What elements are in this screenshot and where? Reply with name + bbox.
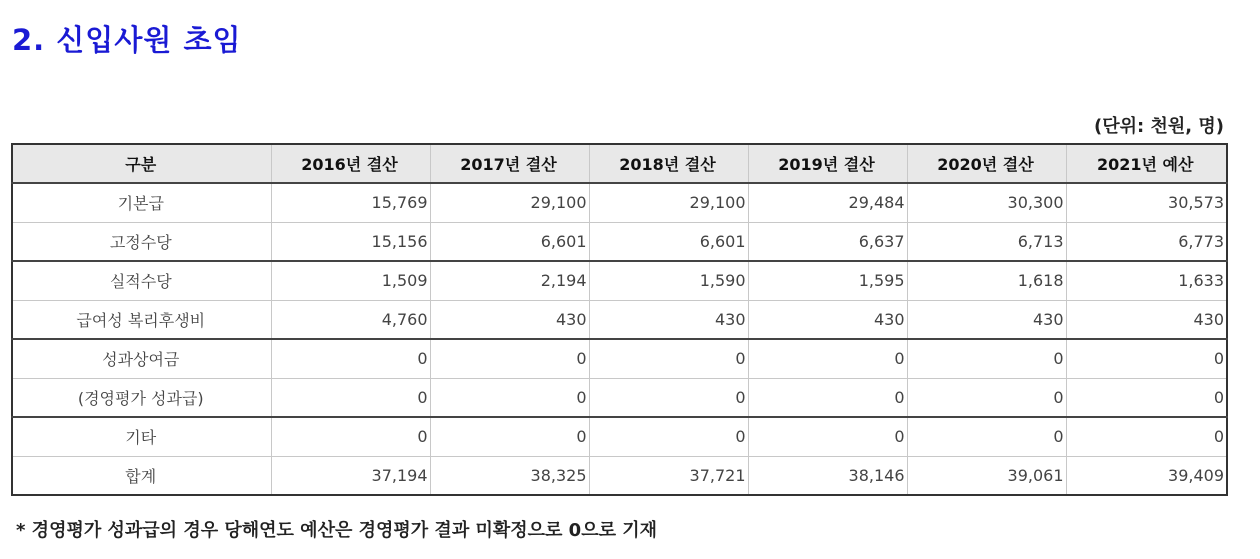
cell-value: 0 [1066,378,1227,417]
cell-value: 15,156 [271,222,430,261]
cell-value: 0 [589,339,748,378]
cell-value: 37,194 [271,456,430,495]
cell-value: 0 [430,378,589,417]
header-2017: 2017년 결산 [430,144,589,183]
cell-value: 15,769 [271,183,430,222]
cell-value: 0 [1066,417,1227,456]
cell-value: 30,573 [1066,183,1227,222]
header-2016: 2016년 결산 [271,144,430,183]
cell-value: 38,325 [430,456,589,495]
cell-value: 0 [430,417,589,456]
row-label: 고정수당 [12,222,271,261]
cell-value: 6,601 [430,222,589,261]
cell-value: 430 [589,300,748,339]
cell-value: 1,590 [589,261,748,300]
cell-value: 1,618 [907,261,1066,300]
footnote: * 경영평가 성과급의 경우 당해연도 예산은 경영평가 결과 미확정으로 0으로 기재 [16,520,658,541]
cell-value: 0 [589,417,748,456]
cell-value: 0 [907,339,1066,378]
row-label: 기타 [12,417,271,456]
cell-value: 0 [271,339,430,378]
header-2020: 2020년 결산 [907,144,1066,183]
cell-value: 6,773 [1066,222,1227,261]
cell-value: 29,100 [430,183,589,222]
table-header-row [12,144,1227,183]
cell-value: 39,061 [907,456,1066,495]
unit-label: (단위: 천원, 명) [1094,116,1224,137]
table-row [12,378,1227,417]
cell-value: 0 [748,417,907,456]
cell-value: 0 [430,339,589,378]
cell-value: 0 [907,417,1066,456]
cell-value: 0 [1066,339,1227,378]
cell-value: 1,595 [748,261,907,300]
cell-value: 1,509 [271,261,430,300]
row-label: 기본급 [12,183,271,222]
cell-value: 0 [748,339,907,378]
header-2021: 2021년 예산 [1066,144,1227,183]
header-category: 구분 [12,144,271,183]
cell-value: 6,637 [748,222,907,261]
table-row [12,300,1227,339]
cell-value: 2,194 [430,261,589,300]
cell-value: 6,601 [589,222,748,261]
cell-value: 430 [1066,300,1227,339]
table-row [12,417,1227,456]
cell-value: 430 [430,300,589,339]
header-2019: 2019년 결산 [748,144,907,183]
cell-value: 0 [271,417,430,456]
table-total-row [12,456,1227,495]
cell-value: 4,760 [271,300,430,339]
cell-value: 0 [907,378,1066,417]
row-label: 실적수당 [12,261,271,300]
cell-value: 29,484 [748,183,907,222]
table-row [12,339,1227,378]
header-2018: 2018년 결산 [589,144,748,183]
cell-value: 37,721 [589,456,748,495]
row-label: (경영평가 성과급) [12,378,271,417]
table-row [12,261,1227,300]
cell-value: 0 [589,378,748,417]
cell-value: 430 [907,300,1066,339]
table-row [12,183,1227,222]
cell-value: 6,713 [907,222,1066,261]
cell-value: 1,633 [1066,261,1227,300]
row-label: 합계 [12,456,271,495]
row-label: 성과상여금 [12,339,271,378]
salary-table [11,143,1228,496]
page-title: 2. 신입사원 초임 [12,23,242,57]
table-row [12,222,1227,261]
cell-value: 430 [748,300,907,339]
cell-value: 0 [748,378,907,417]
cell-value: 30,300 [907,183,1066,222]
cell-value: 38,146 [748,456,907,495]
cell-value: 0 [271,378,430,417]
cell-value: 39,409 [1066,456,1227,495]
cell-value: 29,100 [589,183,748,222]
row-label: 급여성 복리후생비 [12,300,271,339]
